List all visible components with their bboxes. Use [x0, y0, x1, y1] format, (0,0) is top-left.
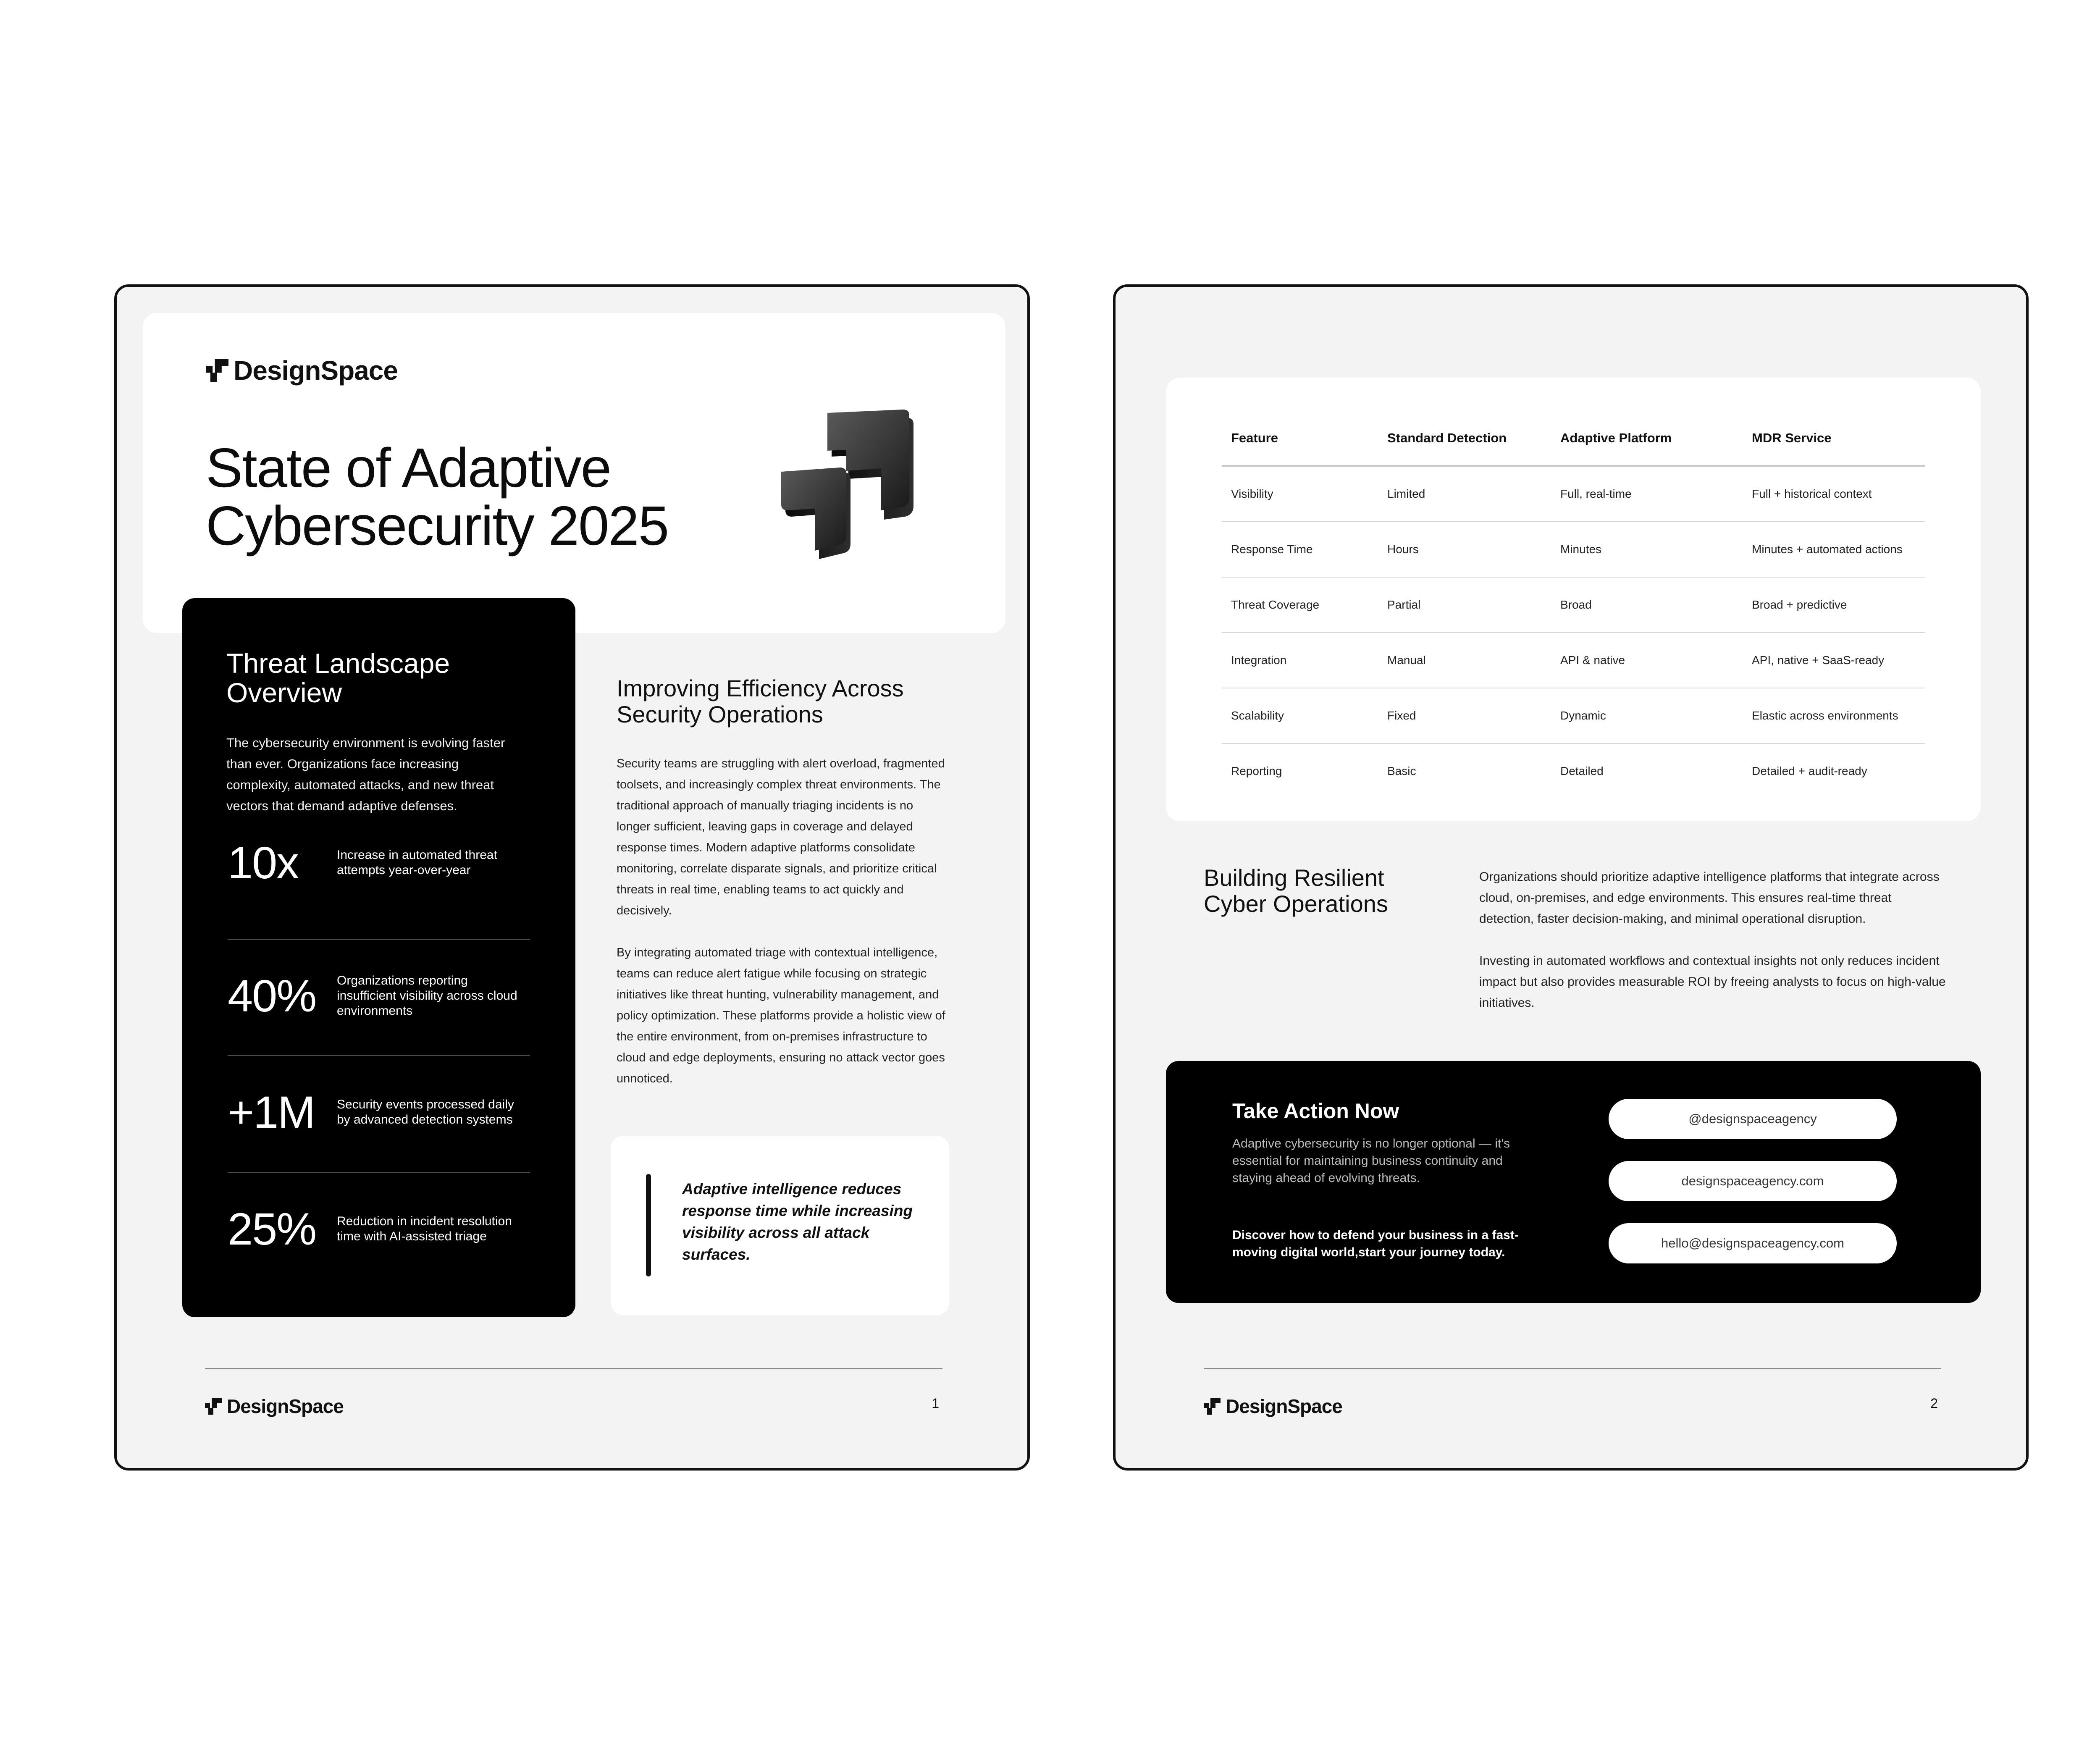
table-cell: Hours	[1378, 522, 1551, 577]
efficiency-paragraph-2: By integrating automated triage with contextual intelligence, teams can reduce alert fatigue while focusing on strategic initiatives like threat hunting, vulnerability management, and policy optimization. These platforms provide a holistic view of the entire environment, from on-premises infrastructure to cloud and edge deployments, ensuring no attack vector goes unnoticed.	[617, 946, 945, 1085]
stat-value: +1M	[228, 1087, 315, 1137]
take-action-card	[1166, 1061, 1981, 1303]
table-cell: Dynamic	[1551, 688, 1743, 743]
stat-value: 40%	[228, 970, 316, 1021]
designspace-logo-icon	[1204, 1398, 1221, 1415]
resilient-paragraph-2: Investing in automated workflows and contextual insights not only reduces incident impact but also provides measurable ROI by freeing analysts to focus on high-value initiatives.	[1479, 954, 1946, 1010]
stat-item	[228, 1200, 530, 1258]
table-cell: Elastic across environments	[1743, 688, 1925, 743]
table-cell: Threat Coverage	[1222, 577, 1378, 633]
designspace-logo-icon	[205, 1398, 222, 1415]
table-cell: Manual	[1378, 633, 1551, 688]
pull-quote: Adaptive intelligence reduces response time while increasing visibility across all attack surfaces.	[682, 1180, 913, 1263]
stat-divider	[228, 1055, 530, 1056]
footer-brand	[205, 1395, 344, 1418]
table-cell: Broad + predictive	[1743, 577, 1925, 633]
table-header-cell: Feature	[1222, 411, 1378, 466]
designspace-logo-icon	[206, 359, 228, 382]
footer-brand	[1204, 1395, 1342, 1418]
stat-item	[228, 966, 530, 1025]
cta-message: Discover how to defend your business in a fast-moving digital world,start your journey today.	[1232, 1228, 1519, 1259]
table-row	[1222, 522, 1925, 577]
table-header-cell: Adaptive Platform	[1551, 411, 1743, 466]
table-row	[1222, 743, 1925, 798]
table-cell: Fixed	[1378, 688, 1551, 743]
stat-item	[228, 1083, 530, 1142]
report-title: State of Adaptive Cybersecurity 2025	[206, 437, 669, 557]
resilient-paragraph-1: Organizations should prioritize adaptive intelligence platforms that integrate across cloud, on-premises, and edge environments. This ensures real-time threat detection, faster decision-making, and minimal operational disruption.	[1479, 870, 1940, 926]
stat-value: 25%	[228, 1203, 316, 1254]
report-page-1	[114, 284, 1030, 1471]
table-cell: Detailed + audit-ready	[1752, 764, 1867, 777]
stat-label: Organizations reporting insufficient visibility across cloud environments	[337, 974, 517, 1018]
table-row	[1222, 466, 1925, 522]
comparison-table-card	[1166, 378, 1981, 821]
table-cell: Full, real-time	[1551, 466, 1743, 522]
email-link-pill[interactable]: hello@designspaceagency.com	[1609, 1223, 1897, 1263]
pull-quote-card	[611, 1136, 949, 1315]
website-link-pill[interactable]: designspaceagency.com	[1609, 1161, 1897, 1201]
stat-label: Increase in automated threat attempts year-over-year	[337, 848, 497, 877]
table-row	[1222, 633, 1925, 688]
table-cell: Reporting	[1231, 764, 1282, 777]
table-cell: Basic	[1387, 764, 1416, 777]
stat-item	[228, 833, 530, 892]
table-cell: Scalability	[1222, 688, 1378, 743]
table-row	[1222, 688, 1925, 743]
cta-subtitle: Adaptive cybersecurity is no longer optional — it's essential for maintaining business continuity and staying ahead of evolving threats.	[1232, 1137, 1510, 1185]
social-handle-pill[interactable]: @designspaceagency	[1609, 1099, 1897, 1139]
stat-divider	[228, 939, 530, 940]
efficiency-title: Improving Efficiency Across Security Operations	[617, 675, 904, 727]
table-cell: Partial	[1378, 577, 1551, 633]
comparison-table	[1222, 411, 1925, 798]
brand-name: DesignSpace	[234, 355, 398, 386]
threat-landscape-title: Threat Landscape Overview	[226, 648, 450, 708]
brand-logo	[206, 355, 398, 386]
table-header-row	[1222, 411, 1925, 466]
brand-name: DesignSpace	[227, 1395, 344, 1417]
threat-landscape-intro: The cybersecurity environment is evolving faster than ever. Organizations face increasing complexity, automated attacks, and new threat vectors that demand adaptive defenses.	[226, 735, 505, 813]
table-cell: Response Time	[1222, 522, 1378, 577]
stat-value: 10x	[228, 837, 299, 888]
table-cell: Full + historical context	[1743, 466, 1925, 522]
cta-title: Take Action Now	[1232, 1099, 1399, 1123]
table-cell: API, native + SaaS-ready	[1743, 633, 1925, 688]
page-number: 1	[932, 1396, 939, 1411]
brand-name: DesignSpace	[1226, 1395, 1342, 1417]
table-cell: Minutes + automated actions	[1743, 522, 1925, 577]
header-card	[143, 313, 1005, 633]
table-row	[1222, 577, 1925, 633]
table-cell: Visibility	[1222, 466, 1378, 522]
efficiency-paragraph-1: Security teams are struggling with alert overload, fragmented toolsets, and increasingly complex threat environments. The traditional approach of manually triaging incidents is no longer sufficient, leaving gaps in coverage and delayed response times. Modern adaptive platforms consolidate monitoring, correlate disparate signals, and prioritize critical threats in real time, enabling teams to act quickly and decisively.	[617, 757, 945, 917]
footer-divider	[205, 1368, 942, 1369]
table-cell: API & native	[1551, 633, 1743, 688]
3d-blocks-illustration	[769, 410, 928, 565]
quote-bar	[646, 1174, 651, 1276]
table-cell: Detailed	[1560, 764, 1604, 777]
page-number: 2	[1930, 1396, 1938, 1411]
table-header-cell: Standard Detection	[1378, 411, 1551, 466]
table-cell: Minutes	[1551, 522, 1743, 577]
threat-landscape-card	[182, 598, 575, 1317]
report-page-2	[1113, 284, 2029, 1471]
stat-label: Security events processed daily by advanced detection systems	[337, 1098, 514, 1127]
footer-divider	[1204, 1368, 1941, 1369]
table-cell: Limited	[1378, 466, 1551, 522]
table-header-cell: MDR Service	[1743, 411, 1925, 466]
stat-label: Reduction in incident resolution time with AI-assisted triage	[337, 1214, 512, 1243]
stat-divider	[228, 1172, 530, 1173]
table-cell: Integration	[1222, 633, 1378, 688]
table-cell: Broad	[1551, 577, 1743, 633]
resilient-operations-title: Building Resilient Cyber Operations	[1204, 864, 1388, 917]
